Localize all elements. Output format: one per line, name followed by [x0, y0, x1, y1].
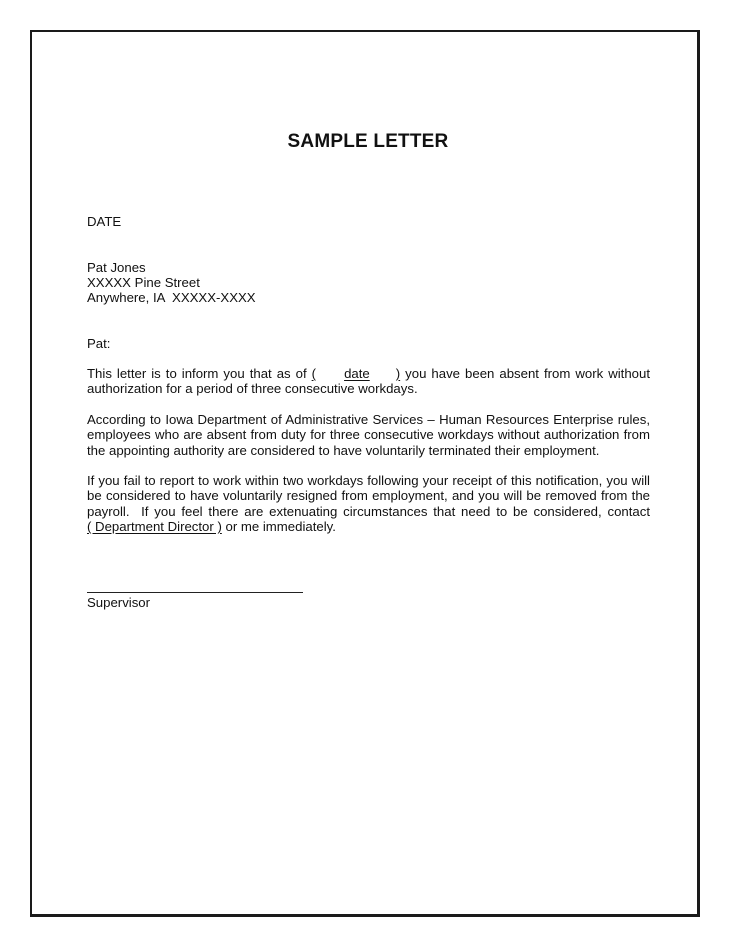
blank-value: date	[344, 366, 370, 381]
paragraph-line: If you fail to report to work within two workdays following your receipt of this notification, you will	[87, 473, 650, 488]
letter-title: SAMPLE LETTER	[287, 131, 449, 152]
recipient-city: Anywhere, IA XXXXX-XXXX	[87, 290, 256, 305]
signature-label: Supervisor	[87, 595, 151, 610]
paragraph-line	[87, 366, 650, 381]
date-label: DATE	[87, 214, 122, 229]
paragraph-line: payroll. If you feel there are extenuating circumstances that need to be considered, contact	[87, 503, 650, 519]
paragraph-line: According to Iowa Department of Administrative Services – Human Resources Enterprise rules,	[87, 412, 650, 427]
paragraph-line: employees who are absent from duty for three consecutive workdays without authorization from	[87, 427, 650, 443]
paragraph-line: be considered to have voluntarily resigned from employment, and you will be removed from the	[87, 488, 650, 504]
recipient-name: Pat Jones	[87, 260, 146, 275]
department-director-link: ( Department Director )	[87, 519, 222, 535]
date-blank	[312, 366, 400, 381]
paragraph-line: the appointing authority are considered to have voluntarily terminated their employment.	[87, 442, 600, 458]
paragraph-line	[87, 519, 650, 534]
blank-close: )	[395, 366, 401, 381]
paragraph-text: or me immediately.	[221, 519, 336, 535]
paragraph-consequence	[87, 473, 650, 535]
paragraph-rules	[87, 412, 650, 458]
salutation: Pat:	[87, 336, 111, 351]
paragraph-text: you have been absent from work without	[400, 366, 650, 381]
recipient-street: XXXXX Pine Street	[87, 275, 200, 290]
paragraph-line: authorization for a period of three consecutive workdays.	[87, 381, 418, 397]
signature-line	[87, 592, 303, 593]
blank-open: (	[311, 366, 317, 381]
paragraph-absence-notice	[87, 366, 650, 397]
paragraph-text: This letter is to inform you that as of	[87, 366, 312, 381]
